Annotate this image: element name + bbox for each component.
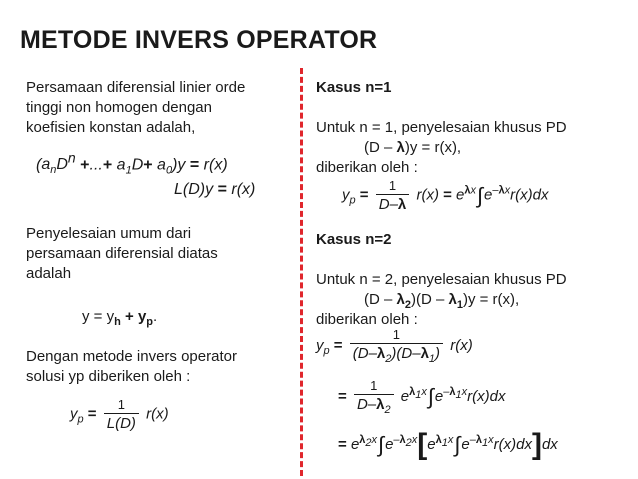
method-line: solusi yp diberiken oleh : bbox=[26, 368, 191, 385]
case1-title: Kasus n=1 bbox=[316, 79, 392, 96]
column-divider bbox=[300, 68, 303, 476]
intro-line: Persamaan diferensial linier orde bbox=[26, 79, 246, 96]
page-title: METODE INVERS OPERATOR bbox=[20, 26, 378, 54]
case2-formula-line3: = $e^{\lambda_2x}\int e^{-\lambda_2x}[e^{\lambda_1x}\int e^{-\lambda_1x}r(x)dx]dx$ bbox=[338, 428, 558, 461]
general-solution-formula: $y = y_h + y_p$. bbox=[82, 308, 158, 328]
general-line: adalah bbox=[26, 265, 72, 282]
method-line: Dengan metode invers operator bbox=[26, 348, 237, 365]
case2-formula-line1: $y_p$ = $\frac{1}{(D-\lambda_2)(D-\lambda_1)}$ r(x) bbox=[316, 327, 473, 365]
method-paragraph bbox=[26, 347, 237, 387]
case2-ode: $(D - \lambda_2)(D - \lambda_1)y = r(x)$, bbox=[364, 291, 520, 311]
intro-line: koefisien konstan adalah, bbox=[26, 119, 196, 136]
general-line: Penyelesaian umum dari bbox=[26, 225, 192, 242]
intro-paragraph bbox=[26, 78, 245, 138]
case1-given: diberikan oleh : bbox=[316, 159, 418, 176]
case2-formula-line2: = $\frac{1}{D-\lambda_2}$ $e^{\lambda_1x}\int e^{-\lambda_1x}r(x)dx$ bbox=[338, 378, 506, 416]
case2-title: Kasus n=2 bbox=[316, 231, 392, 248]
general-line: persamaan diferensial diatas bbox=[26, 245, 218, 262]
case1-ode: (D – λ)y = r(x), bbox=[364, 139, 462, 156]
operator-equation: L(D)y = r(x) bbox=[174, 181, 256, 198]
case1-text: Untuk n = 1, penyelesaian khusus PD bbox=[316, 119, 567, 136]
case2-given: diberikan oleh : bbox=[316, 311, 418, 328]
intro-line: tinggi non homogen dengan bbox=[26, 99, 212, 116]
case1-formula: $y_p$ = $\frac{1}{D-\lambda}$ $r(x) = e^{\lambda x}\int e^{-\lambda x}r(x)dx$ bbox=[342, 178, 549, 213]
general-solution-paragraph bbox=[26, 224, 218, 284]
ode-equation: ($a_nD^n$ +...+ $a_1D+ a_0)y = r(x)$ bbox=[36, 150, 228, 177]
case2-text: Untuk n = 2, penyelesaian khusus PD bbox=[316, 271, 567, 288]
yp-formula-left: $y_p$ = $\frac{1}{L(D)}$ r(x) bbox=[70, 397, 169, 432]
